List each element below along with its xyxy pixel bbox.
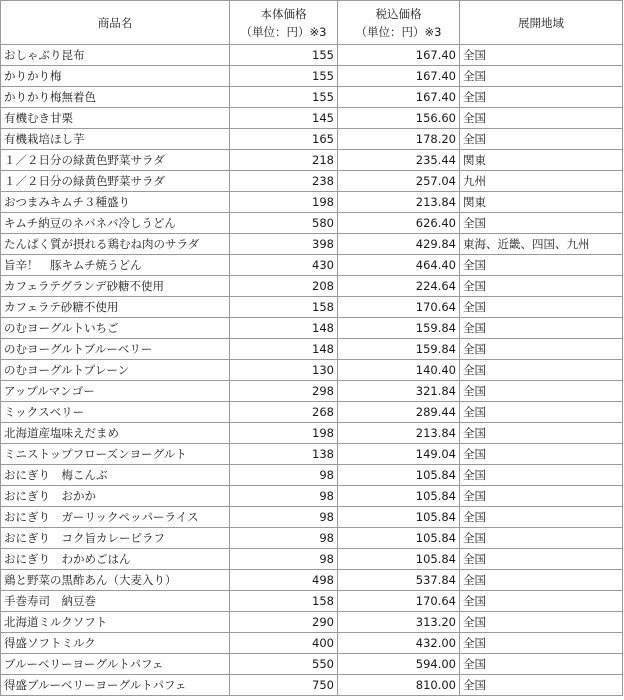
tax-price-cell[interactable]: 429.84 <box>338 234 460 255</box>
region-cell[interactable]: 全国 <box>460 675 623 696</box>
base-price-cell[interactable]: 750 <box>230 675 338 696</box>
region-cell[interactable]: 全国 <box>460 381 623 402</box>
product-name-cell[interactable]: １／２日分の緑黄色野菜サラダ <box>1 150 230 171</box>
table-row <box>1 465 623 486</box>
tax-price-cell[interactable]: 321.84 <box>338 381 460 402</box>
region-cell[interactable]: 全国 <box>460 654 623 675</box>
base-price-cell[interactable]: 298 <box>230 381 338 402</box>
product-name-cell[interactable]: かりかり梅 <box>1 66 230 87</box>
region-cell[interactable]: 全国 <box>460 87 623 108</box>
region-cell[interactable]: 全国 <box>460 486 623 507</box>
table-row <box>1 234 623 255</box>
region-cell[interactable]: 全国 <box>460 213 623 234</box>
table-row <box>1 213 623 234</box>
product-name-cell[interactable]: 有機むき甘栗 <box>1 108 230 129</box>
base-price-cell[interactable]: 145 <box>230 108 338 129</box>
table-row <box>1 507 623 528</box>
region-cell[interactable]: 全国 <box>460 423 623 444</box>
region-cell[interactable]: 全国 <box>460 549 623 570</box>
base-price-cell[interactable]: 398 <box>230 234 338 255</box>
base-price-cell[interactable]: 165 <box>230 129 338 150</box>
base-price-cell[interactable]: 155 <box>230 87 338 108</box>
table-body <box>1 45 623 696</box>
product-name-cell[interactable]: 旨辛！ 豚キムチ焼うどん <box>1 255 230 276</box>
table-row <box>1 591 623 612</box>
base-price-cell[interactable]: 138 <box>230 444 338 465</box>
tax-price-cell[interactable]: 167.40 <box>338 87 460 108</box>
product-name-cell[interactable]: アップルマンゴー <box>1 381 230 402</box>
tax-price-cell[interactable]: 140.40 <box>338 360 460 381</box>
table-row <box>1 528 623 549</box>
region-cell[interactable]: 全国 <box>460 276 623 297</box>
region-cell[interactable]: 関東 <box>460 150 623 171</box>
tax-price-cell[interactable]: 167.40 <box>338 66 460 87</box>
tax-price-cell[interactable]: 105.84 <box>338 528 460 549</box>
tax-price-cell[interactable]: 178.20 <box>338 129 460 150</box>
tax-price-cell[interactable]: 313.20 <box>338 612 460 633</box>
tax-price-cell[interactable]: 235.44 <box>338 150 460 171</box>
base-price-cell[interactable]: 400 <box>230 633 338 654</box>
table-row <box>1 108 623 129</box>
table-row <box>1 675 623 696</box>
region-cell[interactable]: 全国 <box>460 528 623 549</box>
region-cell[interactable]: 全国 <box>460 129 623 150</box>
region-cell[interactable]: 全国 <box>460 297 623 318</box>
table-row <box>1 255 623 276</box>
tax-price-cell[interactable]: 432.00 <box>338 633 460 654</box>
tax-price-cell[interactable]: 213.84 <box>338 192 460 213</box>
tax-price-cell[interactable]: 626.40 <box>338 213 460 234</box>
product-name-cell[interactable]: おつまみキムチ３種盛り <box>1 192 230 213</box>
product-name-cell[interactable]: ミニストップフローズンヨーグルト <box>1 444 230 465</box>
base-price-cell[interactable]: 98 <box>230 465 338 486</box>
base-price-cell[interactable]: 218 <box>230 150 338 171</box>
table-row <box>1 570 623 591</box>
product-name-cell[interactable]: おにぎり 梅こんぶ <box>1 465 230 486</box>
base-price-cell[interactable]: 158 <box>230 591 338 612</box>
product-name-cell[interactable]: キムチ納豆のネバネバ冷しうどん <box>1 213 230 234</box>
product-name-cell[interactable]: １／２日分の緑黄色野菜サラダ <box>1 171 230 192</box>
product-name-cell[interactable]: おにぎり わかめごはん <box>1 549 230 570</box>
base-price-cell[interactable]: 580 <box>230 213 338 234</box>
tax-price-cell[interactable]: 149.04 <box>338 444 460 465</box>
header-tax-price-unit: （単位：円）※3 <box>355 24 442 39</box>
header-tax-price[interactable] <box>338 1 460 45</box>
tax-price-cell[interactable]: 464.40 <box>338 255 460 276</box>
tax-price-cell[interactable]: 810.00 <box>338 675 460 696</box>
header-base-price-unit: （単位：円）※3 <box>240 24 327 39</box>
header-product-name[interactable] <box>1 1 230 45</box>
tax-price-cell[interactable]: 105.84 <box>338 507 460 528</box>
table-row <box>1 339 623 360</box>
base-price-cell[interactable]: 155 <box>230 66 338 87</box>
region-cell[interactable]: 全国 <box>460 612 623 633</box>
region-cell[interactable]: 九州 <box>460 171 623 192</box>
tax-price-cell[interactable]: 289.44 <box>338 402 460 423</box>
base-price-cell[interactable]: 158 <box>230 297 338 318</box>
base-price-cell[interactable]: 498 <box>230 570 338 591</box>
header-tax-price-label: 税込価格 <box>375 6 422 21</box>
region-cell[interactable]: 全国 <box>460 444 623 465</box>
product-name-cell[interactable]: のむヨーグルトブルーベリー <box>1 339 230 360</box>
table-row <box>1 360 623 381</box>
tax-price-cell[interactable]: 105.84 <box>338 549 460 570</box>
table-row <box>1 402 623 423</box>
header-region-label: 展開地域 <box>518 15 564 30</box>
product-name-cell[interactable]: おしゃぶり昆布 <box>1 45 230 66</box>
table-row <box>1 192 623 213</box>
table-row <box>1 486 623 507</box>
base-price-cell[interactable]: 268 <box>230 402 338 423</box>
region-cell[interactable]: 全国 <box>460 465 623 486</box>
product-name-cell[interactable]: 得盛ブルーベリーヨーグルトパフェ <box>1 675 230 696</box>
tax-price-cell[interactable]: 224.64 <box>338 276 460 297</box>
header-row <box>1 1 623 45</box>
product-name-cell[interactable]: 有機栽培ほし芋 <box>1 129 230 150</box>
product-name-cell[interactable]: カフェラテ砂糖不使用 <box>1 297 230 318</box>
tax-price-cell[interactable]: 170.64 <box>338 591 460 612</box>
tax-price-cell[interactable]: 167.40 <box>338 45 460 66</box>
header-region[interactable] <box>460 1 623 45</box>
table-row <box>1 87 623 108</box>
product-name-cell[interactable]: 北海道ミルクソフト <box>1 612 230 633</box>
tax-price-cell[interactable]: 105.84 <box>338 465 460 486</box>
tax-price-cell[interactable]: 213.84 <box>338 423 460 444</box>
tax-price-cell[interactable]: 594.00 <box>338 654 460 675</box>
header-base-price-label: 本体価格 <box>260 6 307 21</box>
base-price-cell[interactable]: 430 <box>230 255 338 276</box>
region-cell[interactable]: 全国 <box>460 507 623 528</box>
region-cell[interactable]: 全国 <box>460 45 623 66</box>
product-name-cell[interactable]: ブルーベリーヨーグルトパフェ <box>1 654 230 675</box>
product-name-cell[interactable]: カフェラテグランデ砂糖不使用 <box>1 276 230 297</box>
table-row <box>1 171 623 192</box>
header-product-name-label: 商品名 <box>97 15 133 30</box>
table-row <box>1 654 623 675</box>
tax-price-cell[interactable]: 257.04 <box>338 171 460 192</box>
table-row <box>1 612 623 633</box>
table-row <box>1 423 623 444</box>
header-base-price[interactable] <box>230 1 338 45</box>
tax-price-cell[interactable]: 170.64 <box>338 297 460 318</box>
table-row <box>1 633 623 654</box>
product-name-cell[interactable]: かりかり梅無着色 <box>1 87 230 108</box>
product-name-cell[interactable]: たんぱく質が摂れる鶏むね肉のサラダ <box>1 234 230 255</box>
product-name-cell[interactable]: おにぎり コク旨カレーピラフ <box>1 528 230 549</box>
base-price-cell[interactable]: 98 <box>230 528 338 549</box>
base-price-cell[interactable]: 550 <box>230 654 338 675</box>
base-price-cell[interactable]: 198 <box>230 192 338 213</box>
base-price-cell[interactable]: 155 <box>230 45 338 66</box>
base-price-cell[interactable]: 98 <box>230 507 338 528</box>
table-row <box>1 381 623 402</box>
base-price-cell[interactable]: 148 <box>230 318 338 339</box>
product-name-cell[interactable]: おにぎり ガーリックペッパーライス <box>1 507 230 528</box>
product-name-cell[interactable]: のむヨーグルトプレーン <box>1 360 230 381</box>
table-row <box>1 318 623 339</box>
table-row <box>1 45 623 66</box>
tax-price-cell[interactable]: 159.84 <box>338 318 460 339</box>
tax-price-cell[interactable]: 156.60 <box>338 108 460 129</box>
product-name-cell[interactable]: 鶏と野菜の黒酢あん（大麦入り） <box>1 570 230 591</box>
region-cell[interactable]: 全国 <box>460 570 623 591</box>
base-price-cell[interactable]: 98 <box>230 486 338 507</box>
base-price-cell[interactable]: 130 <box>230 360 338 381</box>
tax-price-cell[interactable]: 537.84 <box>338 570 460 591</box>
product-name-cell[interactable]: 北海道産塩味えだまめ <box>1 423 230 444</box>
region-cell[interactable]: 全国 <box>460 633 623 654</box>
table-row <box>1 276 623 297</box>
product-name-cell[interactable]: 得盛ソフトミルク <box>1 633 230 654</box>
base-price-cell[interactable]: 238 <box>230 171 338 192</box>
base-price-cell[interactable]: 198 <box>230 423 338 444</box>
product-name-cell[interactable]: ミックスベリー <box>1 402 230 423</box>
region-cell[interactable]: 全国 <box>460 402 623 423</box>
table-row <box>1 444 623 465</box>
tax-price-cell[interactable]: 159.84 <box>338 339 460 360</box>
table-row <box>1 129 623 150</box>
region-cell[interactable]: 全国 <box>460 66 623 87</box>
region-cell[interactable]: 全国 <box>460 591 623 612</box>
region-cell[interactable]: 全国 <box>460 255 623 276</box>
table-row <box>1 66 623 87</box>
region-cell[interactable]: 全国 <box>460 339 623 360</box>
region-cell[interactable]: 全国 <box>460 360 623 381</box>
base-price-cell[interactable]: 290 <box>230 612 338 633</box>
region-cell[interactable]: 全国 <box>460 108 623 129</box>
product-name-cell[interactable]: おにぎり おかか <box>1 486 230 507</box>
base-price-cell[interactable]: 98 <box>230 549 338 570</box>
product-name-cell[interactable]: 手巻寿司 納豆巻 <box>1 591 230 612</box>
product-name-cell[interactable]: のむヨーグルトいちご <box>1 318 230 339</box>
base-price-cell[interactable]: 148 <box>230 339 338 360</box>
region-cell[interactable]: 関東 <box>460 192 623 213</box>
tax-price-cell[interactable]: 105.84 <box>338 486 460 507</box>
region-cell[interactable]: 全国 <box>460 318 623 339</box>
table-row <box>1 297 623 318</box>
base-price-cell[interactable]: 208 <box>230 276 338 297</box>
table-row <box>1 549 623 570</box>
region-cell[interactable]: 東海、近畿、四国、九州 <box>460 234 623 255</box>
table-row <box>1 150 623 171</box>
